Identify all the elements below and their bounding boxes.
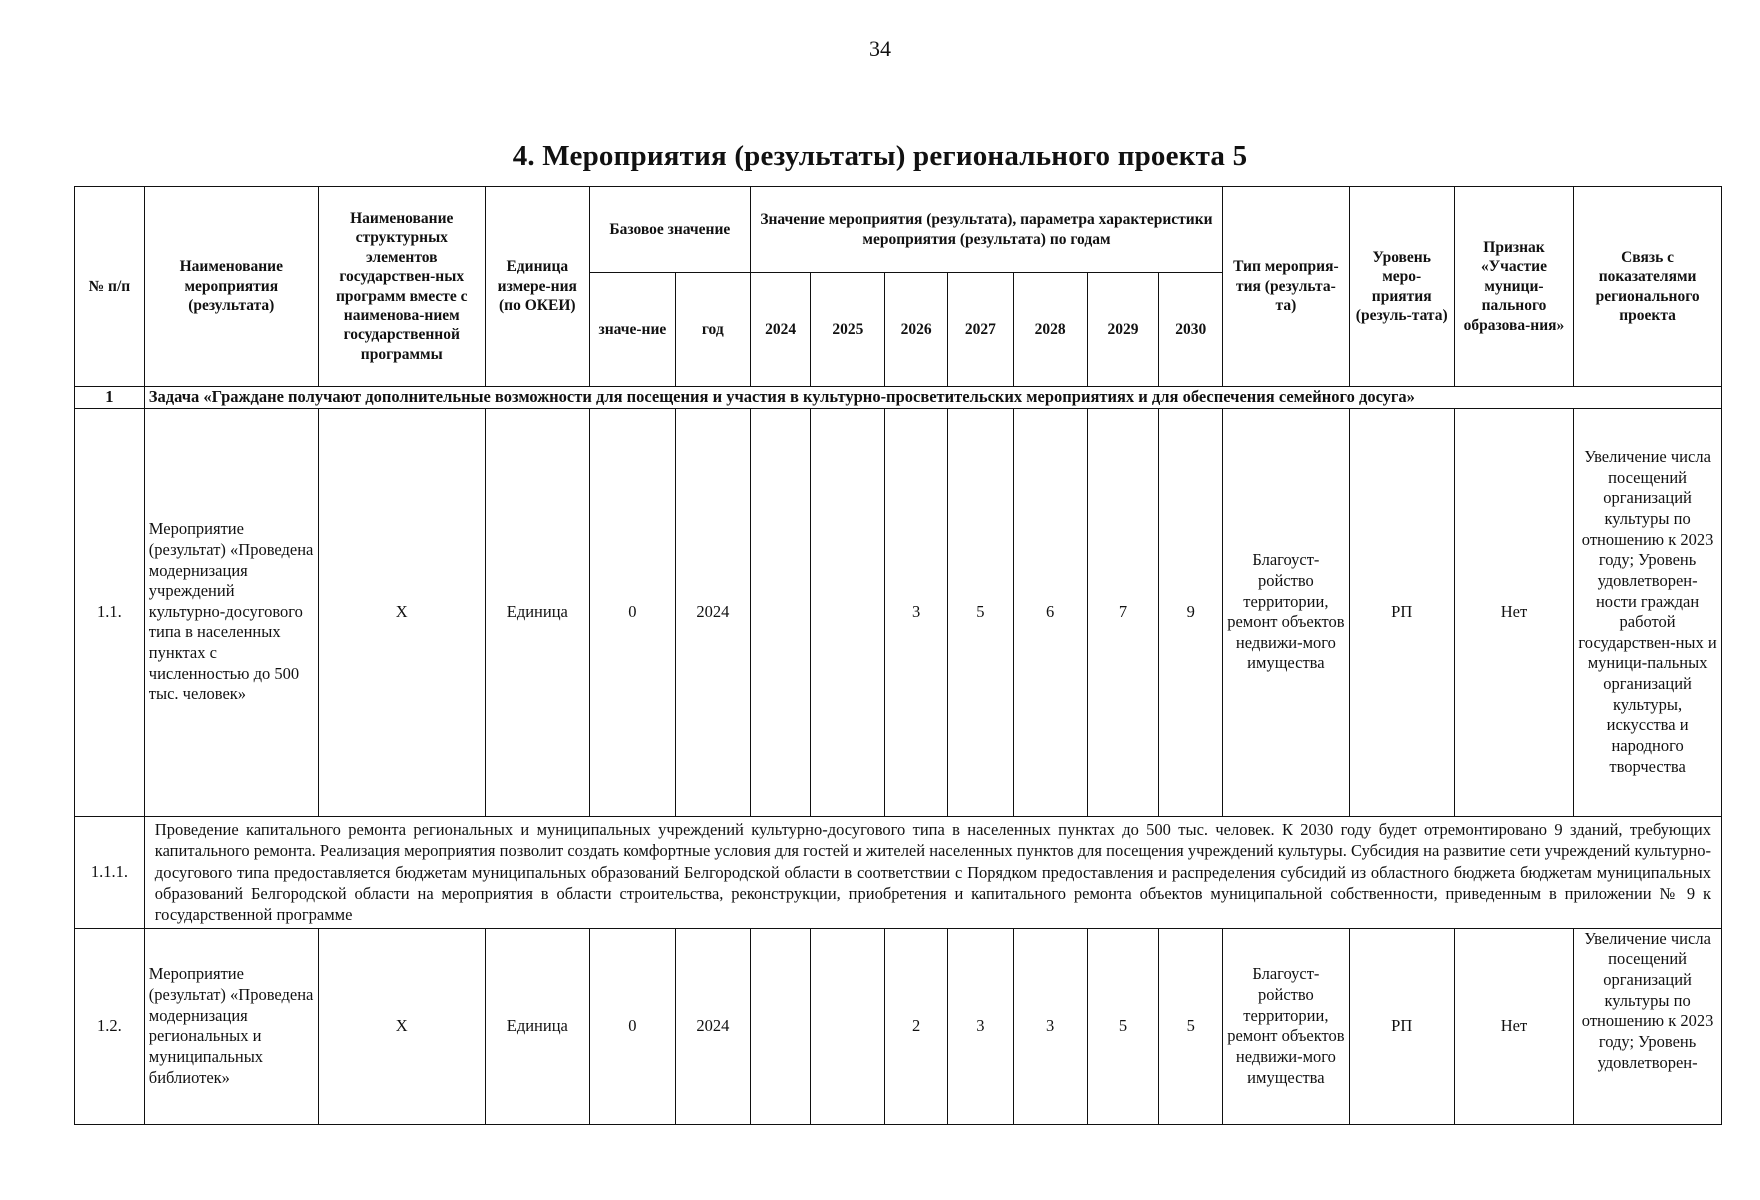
table-row	[75, 928, 1722, 1124]
row-year-2029: 5	[1087, 928, 1159, 1124]
row-year-2029: 7	[1087, 408, 1159, 816]
row-year-2024	[750, 408, 811, 816]
row-type: Благоуст-ройство территории, ремонт объектов недвижи-мого имущества	[1223, 928, 1349, 1124]
row-num: 1.2.	[75, 928, 145, 1124]
row-link: Увеличение числа посещений организаций культуры по отношению к 2023 году; Уровень удовлетворен-	[1574, 928, 1722, 1124]
header-base-value: значе-ние	[589, 273, 675, 387]
row-link: Увеличение числа посещений организаций культуры по отношению к 2023 году; Уровень удовлетворен-ности граждан работой государствен-ных и муници-пальных организаций культуры, искусства и народного творчества	[1574, 408, 1722, 816]
desc-num: 1.1.1.	[75, 816, 145, 928]
results-table	[74, 186, 1722, 1125]
header-year: 2029	[1087, 273, 1159, 387]
row-name: Мероприятие (результат) «Проведена модернизация региональных и муниципальных библиотек»	[144, 928, 318, 1124]
row-year-2030: 9	[1159, 408, 1223, 816]
row-struct: Х	[318, 928, 485, 1124]
row-type: Благоуст-ройство территории, ремонт объектов недвижи-мого имущества	[1223, 408, 1349, 816]
task-num: 1	[75, 387, 145, 409]
header-year: 2027	[948, 273, 1014, 387]
description-row	[75, 816, 1722, 928]
header-level: Уровень меро-приятия (резуль-тата)	[1349, 187, 1454, 387]
header-sign: Признак «Участие муници-пального образова-ния»	[1454, 187, 1573, 387]
header-unit: Единица измере-ния (по ОКЕИ)	[485, 187, 589, 387]
row-year-2025	[811, 928, 885, 1124]
row-year-2026: 3	[885, 408, 948, 816]
row-unit: Единица	[485, 408, 589, 816]
row-year-2028: 6	[1013, 408, 1087, 816]
row-struct: Х	[318, 408, 485, 816]
row-level: РП	[1349, 408, 1454, 816]
row-year-2028: 3	[1013, 928, 1087, 1124]
row-base-value: 0	[589, 928, 675, 1124]
row-base-year: 2024	[675, 408, 750, 816]
row-year-2027: 3	[948, 928, 1014, 1124]
header-type: Тип мероприя-тия (результа-та)	[1223, 187, 1349, 387]
desc-text: Проведение капитального ремонта региональных и муниципальных учреждений культурно-досугового типа в населенных пунктах до 500 тыс. человек. К 2030 году будет отремонтировано 9 зданий, требующих капитального ремонта. Реализация мероприятия позволит создать комфортные условия для гостей и жителей населенных пунктов для посещения учреждений культуры. Субсидия на развитие сети учреждений культурно-досугового типа предоставляется бюджетам муниципальных образований Белгородской области в соответствии с Порядком предоставления и распределения субсидий из областного бюджета бюджетам муниципальных образований Белгородской области на мероприятия в области строительства, реконструкции, приобретения и капитального ремонта объектов муниципальной собственности, приведенным в приложении № 9 к государственной программе	[144, 816, 1721, 928]
row-name: Мероприятие (результат) «Проведена модернизация учреждений культурно-досугового типа в населенных пунктах с численностью до 500 тыс. человек»	[144, 408, 318, 816]
header-year: 2026	[885, 273, 948, 387]
header-year: 2025	[811, 273, 885, 387]
header-year: 2030	[1159, 273, 1223, 387]
row-year-2024	[750, 928, 811, 1124]
task-text: Задача «Граждане получают дополнительные возможности для посещения и участия в культурно-просветительских мероприятиях и для обеспечения семейного досуга»	[144, 387, 1721, 409]
header-year: 2028	[1013, 273, 1087, 387]
header-year: 2024	[750, 273, 811, 387]
header-num: № п/п	[75, 187, 145, 387]
table-row	[75, 408, 1722, 816]
row-year-2030: 5	[1159, 928, 1223, 1124]
row-sign: Нет	[1454, 928, 1573, 1124]
header-name: Наименование мероприятия (результата)	[144, 187, 318, 387]
row-year-2027: 5	[948, 408, 1014, 816]
page-title: 4. Мероприятия (результаты) регионального проекта 5	[512, 140, 1248, 172]
row-sign: Нет	[1454, 408, 1573, 816]
row-num: 1.1.	[75, 408, 145, 816]
row-level: РП	[1349, 928, 1454, 1124]
header-struct: Наименование структурных элементов государствен-ных программ вместе с наименова-нием государственной программы	[318, 187, 485, 387]
task-row	[75, 387, 1722, 409]
page-number: 34	[869, 36, 891, 61]
row-year-2026: 2	[885, 928, 948, 1124]
header-years-group: Значение мероприятия (результата), параметра характеристики мероприятия (результата) по годам	[750, 187, 1222, 273]
header-base: Базовое значение	[589, 187, 750, 273]
header-link: Связь с показателями регионального проекта	[1574, 187, 1722, 387]
row-unit: Единица	[485, 928, 589, 1124]
row-base-year: 2024	[675, 928, 750, 1124]
header-base-year: год	[675, 273, 750, 387]
row-base-value: 0	[589, 408, 675, 816]
row-year-2025	[811, 408, 885, 816]
